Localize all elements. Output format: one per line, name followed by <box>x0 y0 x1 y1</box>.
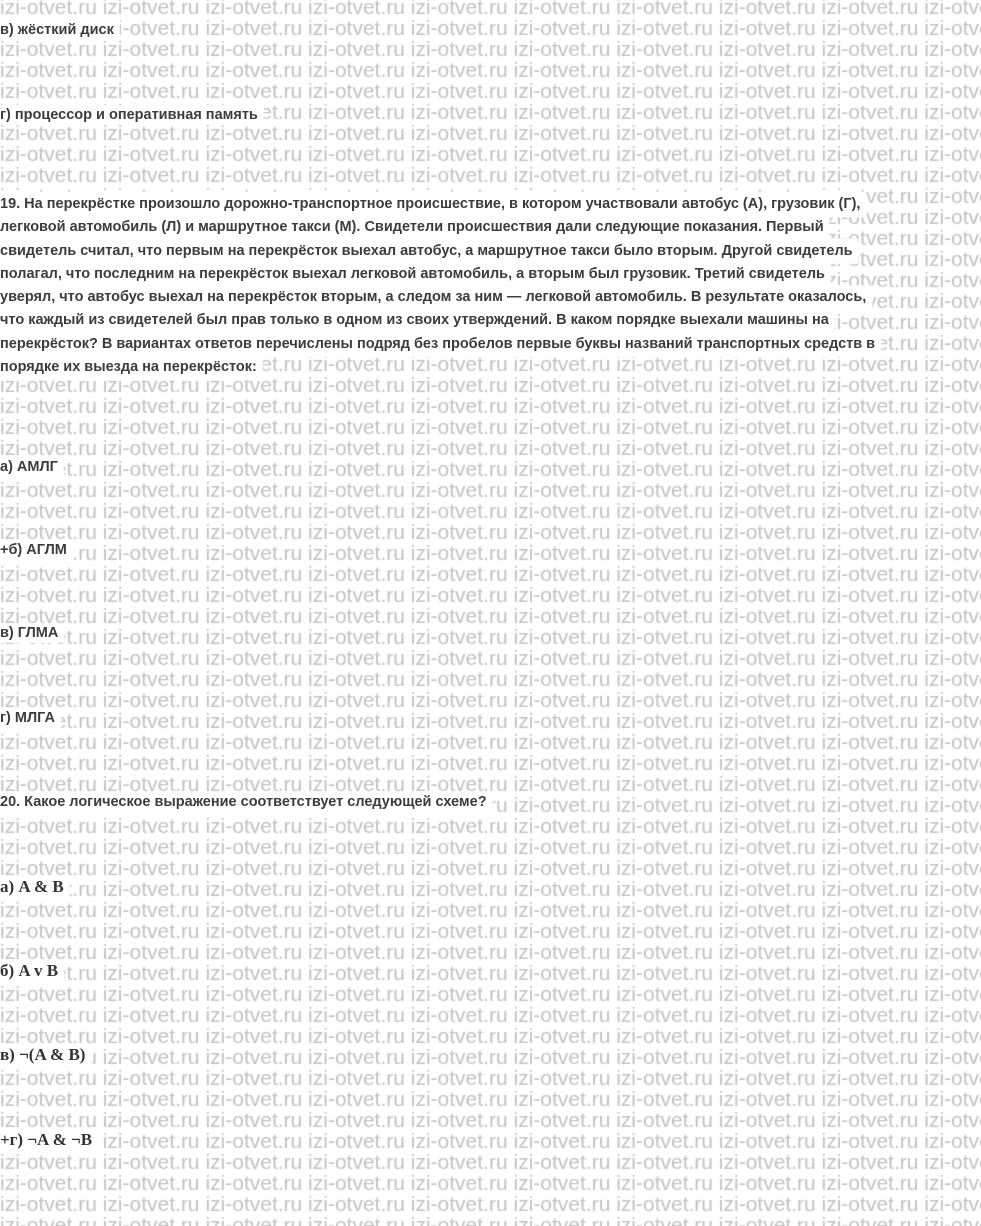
q19-option-a: а) АМЛГ <box>0 459 58 475</box>
question-line: свидетель считал, что первым на перекрёсток выехал автобус, а маршрутное такси было вторым. Другой свидетель <box>0 242 853 259</box>
q20-option-g-correct: +г) ¬A & ¬B <box>0 1130 93 1149</box>
question-line: полагал, что последним на перекрёсток выехал легковой автомобиль, а вторым был грузовик. Третий свидетель <box>0 265 825 282</box>
question-line: что каждый из свидетелей был прав только в одном из своих утверждений. В каком порядке выехали машины на <box>0 312 829 329</box>
q19-option-b-correct: +б) АГЛМ <box>0 542 67 558</box>
question-line: уверял, что автобус выехал на перекрёсток вторым, а следом за ним — легковой автомобиль. В результате оказалось, <box>0 289 867 306</box>
question-line: перекрёсток? В вариантах ответов перечислены подряд без пробелов первые буквы названий транспортных средств в <box>0 335 876 352</box>
option-v-hard-disk: в) жёсткий диск <box>0 22 114 38</box>
question-19-text <box>0 193 875 379</box>
q19-option-g: г) МЛГА <box>0 710 55 726</box>
q19-option-v: в) ГЛМА <box>0 625 59 641</box>
q20-option-a: а) A & B <box>0 877 64 896</box>
q20-option-b: б) A v B <box>0 961 59 980</box>
question-line: порядке их выезда на перекрёсток: <box>0 359 257 376</box>
question-20-text: 20. Какое логическое выражение соответствует следующей схеме? <box>0 794 487 810</box>
question-line: 19. На перекрёстке произошло дорожно-транспортное происшествие, в котором участвовали автобус (А), грузовик (Г), <box>0 196 861 212</box>
option-g-cpu-ram: г) процессор и оперативная память <box>0 107 258 123</box>
question-line: легковой автомобиль (Л) и маршрутное такси (М). Свидетели происшествия дали следующие показания. Первый <box>0 219 824 236</box>
q20-option-v: в) ¬(A & B) <box>0 1045 86 1064</box>
